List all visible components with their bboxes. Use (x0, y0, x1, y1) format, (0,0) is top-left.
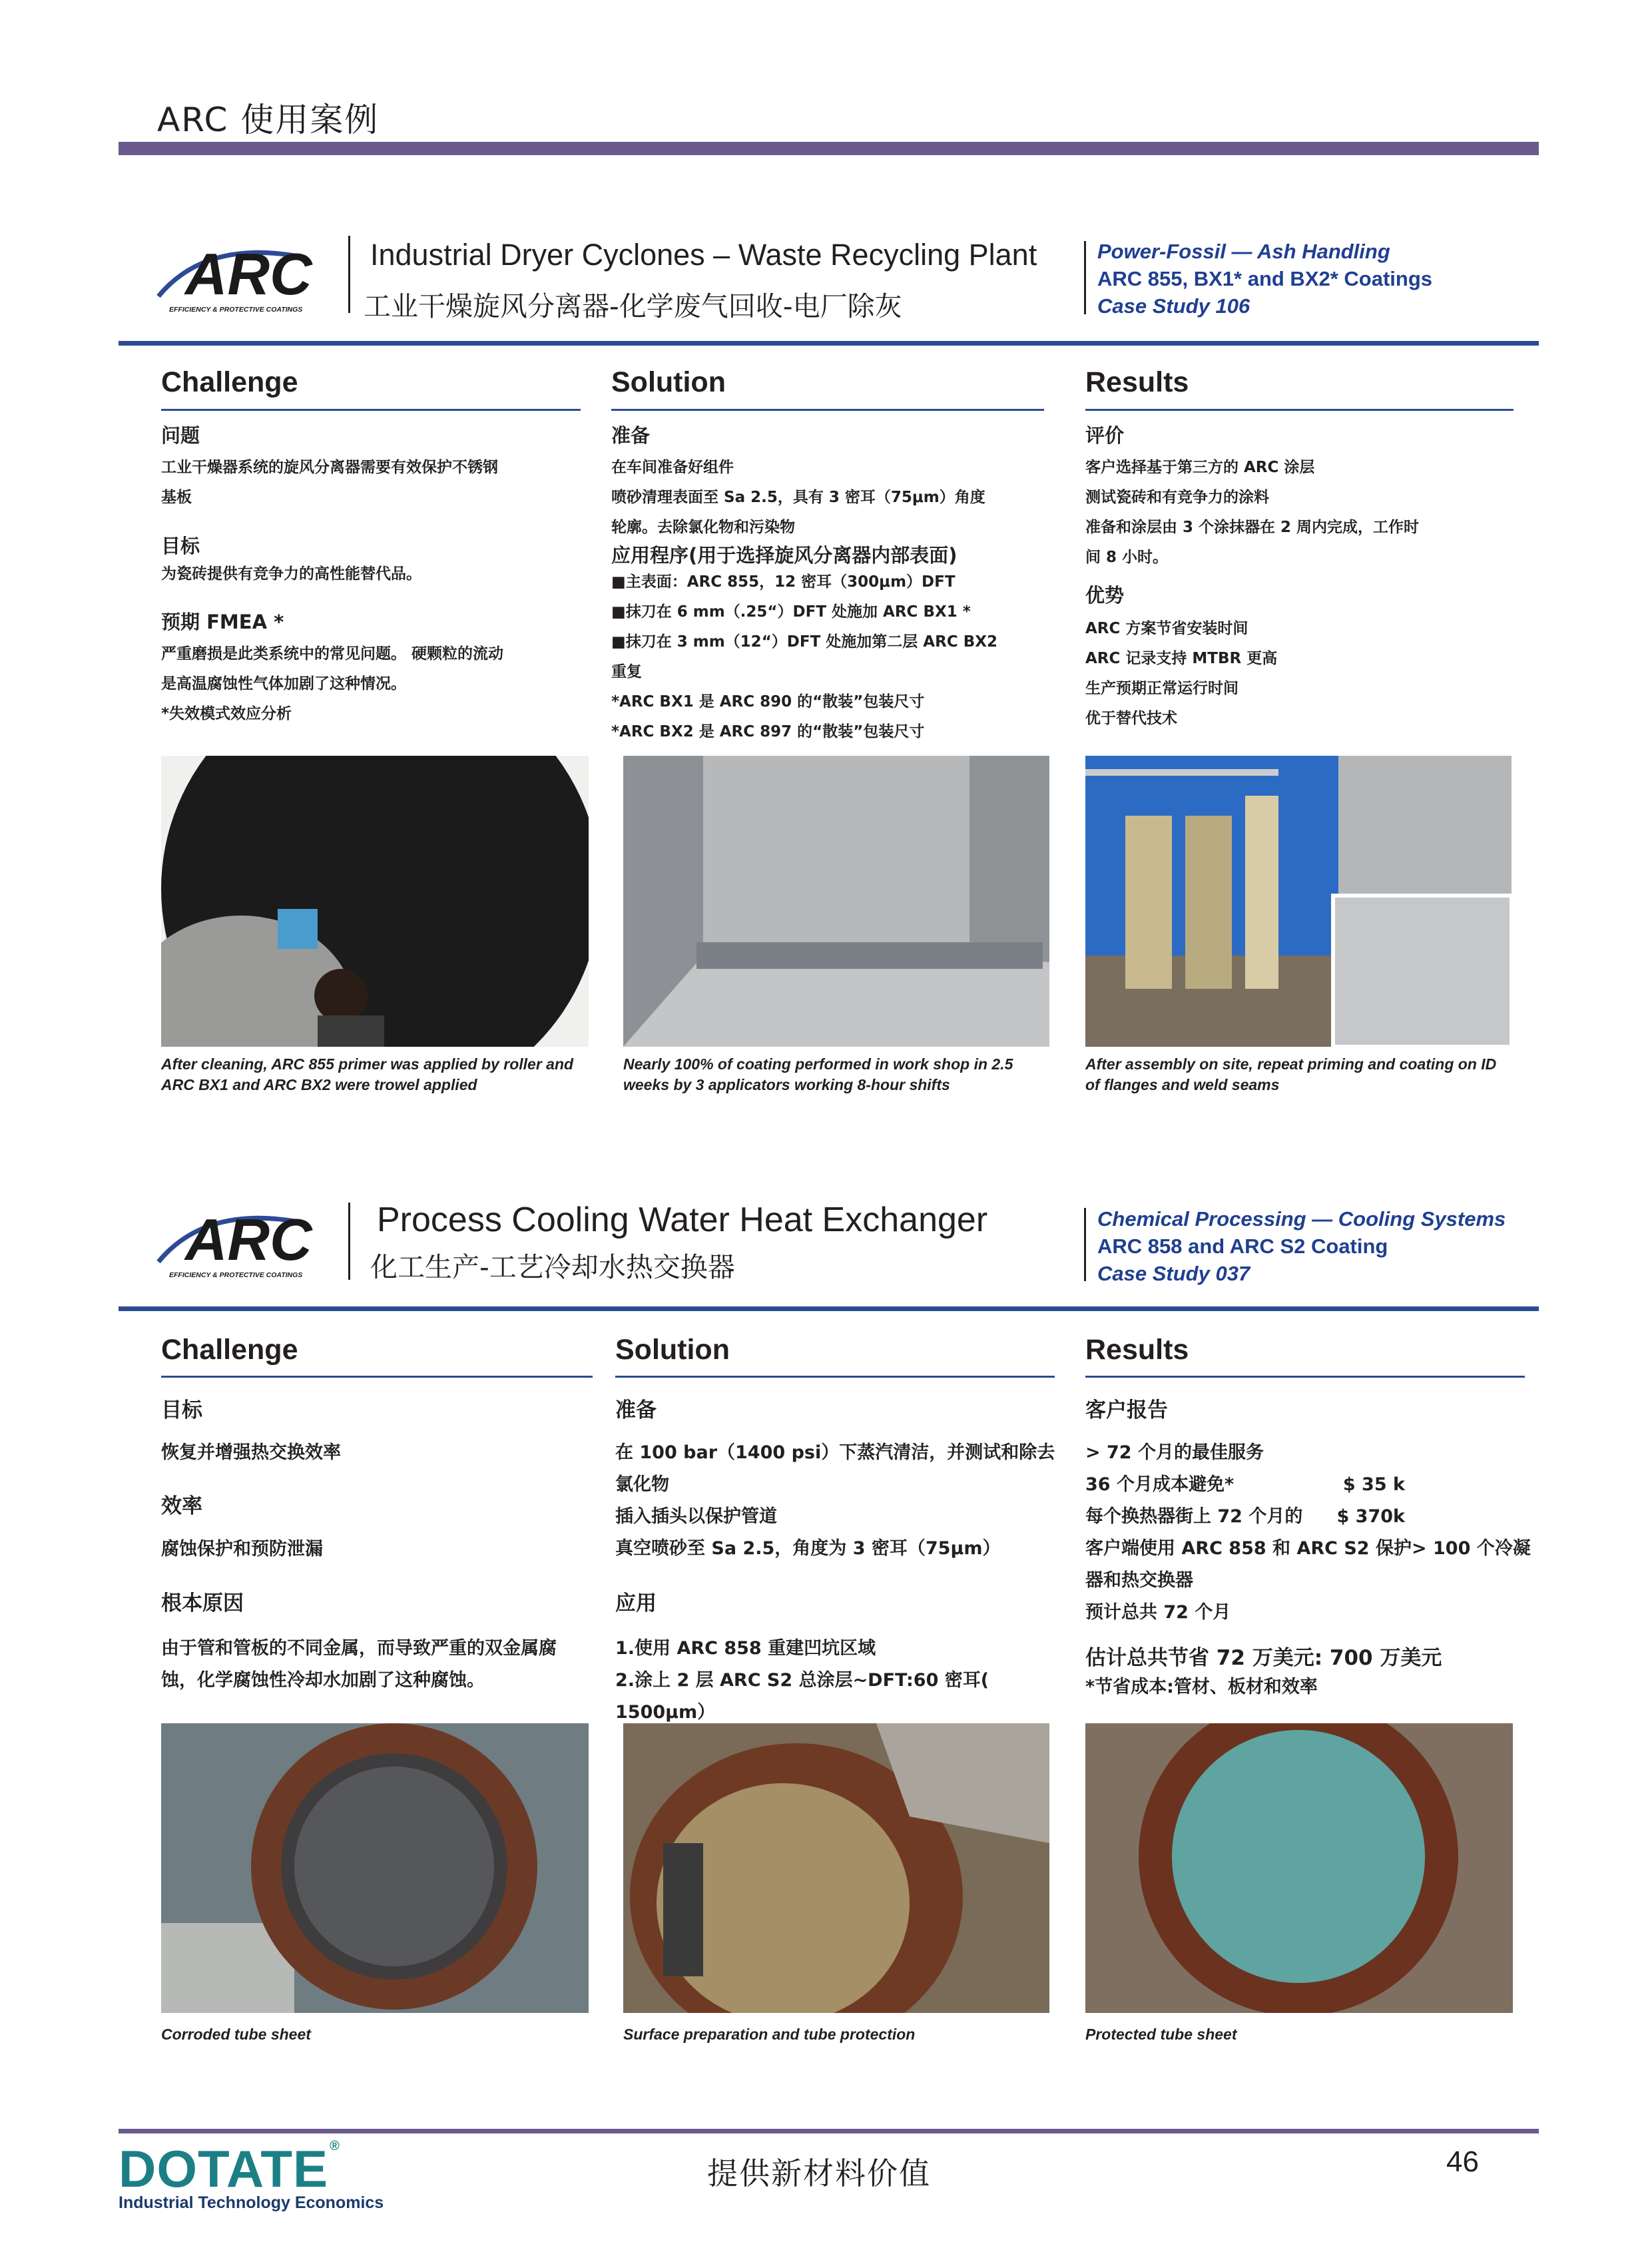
case2-challenge-efficiency-title: 效率 (161, 1494, 202, 1518)
logo-wordmark: ARC (185, 241, 312, 307)
arc-logo (145, 233, 318, 316)
column-rule (161, 1376, 593, 1378)
case1-solution-app-title: 应用程序(用于选择旋风分离器内部表面) (611, 544, 958, 567)
photo-corroded-tube-sheet (161, 1723, 589, 2013)
case1-challenge-goal: 为瓷砖提供有竞争力的高性能替代品。 (161, 565, 421, 583)
column-rule (1085, 1376, 1525, 1378)
case1-solution-heading: Solution (611, 366, 726, 398)
case1-title-zh: 工业干燥旋风分离器-化学废气回收-电厂除灰 (364, 290, 902, 322)
case2-results-footnote: *节省成本:管材、板材和效率 (1085, 1677, 1318, 1697)
photo-surface-preparation (623, 1723, 1049, 2013)
case1-caption-1: After cleaning, ARC 855 primer was applied by roller and ARC BX1 and ARC BX2 were trowel applied (161, 1055, 574, 1093)
case2-challenge-rootcause: 由于管和管板的不同金属，而导致严重的双金属腐 蚀，化学腐蚀性冷却水加剧了这种腐蚀。 (161, 1638, 557, 1691)
meta-separator (1084, 1208, 1086, 1281)
arc-logo (145, 1199, 318, 1282)
case2-challenge-goal: 恢复并增强热交换效率 (161, 1442, 341, 1463)
photo-cyclone-interior-worker (161, 756, 589, 1047)
column-rule (615, 1376, 1055, 1378)
case1-caption-3: After assembly on site, repeat priming and coating on ID of flanges and weld seams (1085, 1055, 1497, 1093)
case1-results-eval-title: 评价 (1085, 424, 1125, 447)
case1-solution-prep-title: 准备 (611, 424, 651, 447)
case2-solution-app: 1.使用 ARC 858 重建凹坑区域 2.涂上 2 层 ARC S2 总涂层~DFT:60 密耳( 1500μm） (615, 1638, 989, 1723)
cost-row: 每个换热器街上 72 个月的 $ 370k (1085, 1506, 1405, 1527)
page-title: ARC 使用案例 (157, 101, 380, 139)
case2-results-report-title: 客户报告 (1085, 1398, 1168, 1422)
case1-challenge-fmea: 严重磨损是此类系统中的常见问题。 硬颗粒的流动 是高温腐蚀性气体加剧了这种情况。 *失效模式效应分析 (161, 645, 504, 722)
column-rule (611, 409, 1044, 411)
case2-title-zh: 化工生产-工艺冷却水热交换器 (370, 1251, 735, 1283)
case2-solution-prep: 在 100 bar（1400 psi）下蒸汽清洁，并测试和除去 氯化物 插入插头以保护管道 真空喷砂至 Sa 2.5，角度为 3 密耳（75μm） (615, 1442, 1055, 1559)
photo-coated-corner (623, 756, 1049, 1047)
case1-challenge-problem: 工业干燥器系统的旋风分离器需要有效保护不锈钢 基板 (161, 459, 498, 506)
case2-solution-heading: Solution (615, 1334, 730, 1366)
case2-challenge-goal-title: 目标 (161, 1398, 202, 1422)
case1-challenge-problem-title: 问题 (161, 424, 200, 447)
cost-row: 36 个月成本避免* $ 35 k (1085, 1474, 1405, 1495)
column-rule (1085, 409, 1514, 411)
case2-results-heading: Results (1085, 1334, 1189, 1366)
title-separator (348, 1203, 350, 1280)
case1-challenge-heading: Challenge (161, 366, 298, 398)
case1-results-heading: Results (1085, 366, 1189, 398)
case2-sector: Chemical Processing — Cooling Systems (1097, 1207, 1506, 1231)
case1-results-adv-title: 优势 (1085, 584, 1125, 607)
case2-solution-app-title: 应用 (615, 1591, 657, 1615)
case2-challenge-rootcause-title: 根本原因 (161, 1591, 244, 1615)
meta-separator (1084, 241, 1086, 314)
footer-divider (119, 2129, 1539, 2133)
case1-products: ARC 855, BX1* and BX2* Coatings (1097, 267, 1433, 290)
case1-sector: Power-Fossil — Ash Handling (1097, 240, 1390, 263)
case2-challenge-efficiency: 腐蚀保护和预防泄漏 (161, 1539, 323, 1559)
case1-solution-app: ■主表面：ARC 855，12 密耳（300μm）DFT ■抹刀在 6 mm（.25“）DFT 处施加 ARC BX1 * ■抹刀在 3 mm（12“）DFT 处施加第二层 ARC BX2 重复 *ARC BX1 是 ARC 890 的“散装”包装尺寸 *ARC BX2 是 ARC 897 的“散装”包装尺寸 (611, 573, 997, 740)
dotate-tagline: Industrial Technology Economics (119, 2193, 384, 2212)
title-separator (348, 236, 350, 313)
case2-meta (1097, 1205, 1506, 1287)
case2-case-number: Case Study 037 (1097, 1262, 1250, 1285)
case2-title-en: Process Cooling Water Heat Exchanger (377, 1201, 988, 1239)
case1-case-number: Case Study 106 (1097, 294, 1250, 318)
case1-title-en: Industrial Dryer Cyclones – Waste Recycling Plant (370, 238, 1037, 272)
photo-protected-tube-sheet (1085, 1723, 1513, 2013)
case2-results-report: > 72 个月的最佳服务 36 个月成本避免* $ 35 k 每个换热器街上 72 个月的 $ 370k 客户端使用 ARC 858 和 ARC S2 保护> 100 个冷凝 器和热交换器 预计总共 72 个月 (1085, 1442, 1531, 1623)
case2-products: ARC 858 and ARC S2 Coating (1097, 1235, 1388, 1258)
case1-divider (119, 341, 1539, 346)
column-rule (161, 409, 581, 411)
footer-slogan: 提供新材料价值 (707, 2155, 931, 2191)
case1-results-adv: ARC 方案节省安装时间 ARC 记录支持 MTBR 更高 生产预期正常运行时间 优于替代技术 (1085, 620, 1278, 727)
case1-meta (1097, 238, 1432, 320)
case2-challenge-heading: Challenge (161, 1334, 298, 1366)
case2-divider (119, 1306, 1539, 1311)
case1-solution-prep: 在车间准备好组件 喷砂清理表面至 Sa 2.5，具有 3 密耳（75μm）角度 轮廓。去除氯化物和污染物 (611, 459, 985, 536)
title-divider (119, 142, 1539, 155)
logo-tagline: EFFICIENCY & PROTECTIVE COATINGS (169, 306, 303, 314)
case2-caption-2: Surface preparation and tube protection (623, 2026, 916, 2043)
photo-cyclone-site (1085, 756, 1512, 1047)
case1-caption-2: Nearly 100% of coating performed in work shop in 2.5 weeks by 3 applicators working 8-hour shifts (623, 1055, 1013, 1093)
case2-results-savings: 估计总共节省 72 万美元: 700 万美元 (1085, 1646, 1442, 1670)
case2-solution-prep-title: 准备 (615, 1398, 657, 1422)
case2-caption-3: Protected tube sheet (1085, 2026, 1237, 2043)
case2-caption-1: Corroded tube sheet (161, 2026, 311, 2043)
page-number: 46 (1446, 2145, 1479, 2178)
case1-results-eval: 客户选择基于第三方的 ARC 涂层 测试瓷砖和有竞争力的涂料 准备和涂层由 3 个涂抹器在 2 周内完成，工作时 间 8 小时。 (1085, 459, 1420, 566)
logo-tagline: EFFICIENCY & PROTECTIVE COATINGS (169, 1271, 303, 1279)
dotate-logo: DOTATE ® (119, 2139, 340, 2198)
case1-challenge-fmea-title: 预期 FMEA * (161, 611, 284, 633)
logo-wordmark: ARC (185, 1207, 312, 1272)
case1-challenge-goal-title: 目标 (161, 535, 200, 557)
